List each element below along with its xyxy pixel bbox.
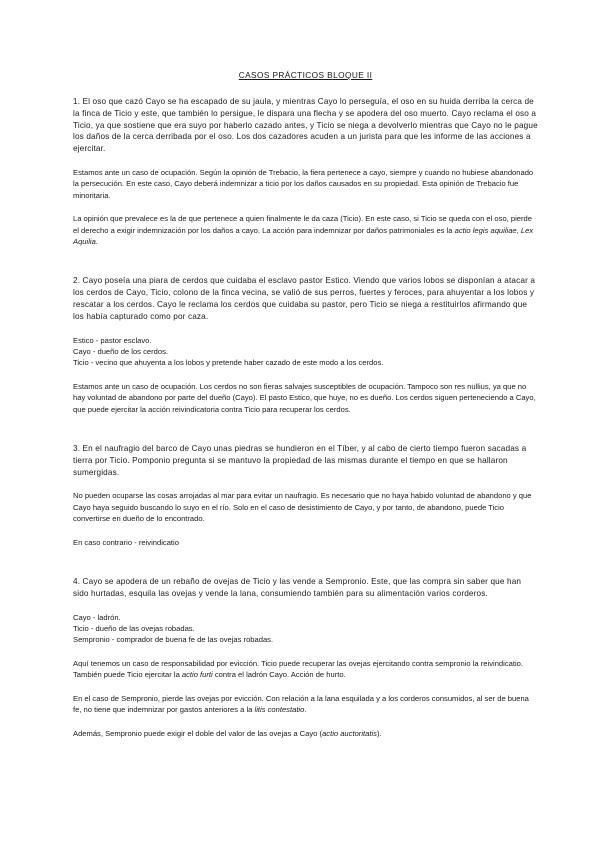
role-item: Ticio - vecino que ahuyenta a los lobos y pretende haber cazado de este modo a los cerdos.: [73, 358, 384, 368]
role-item: Ticio - dueño de las ovejas robadas.: [73, 624, 195, 634]
period: .: [304, 705, 307, 715]
spacer: [73, 427, 538, 443]
actio-legis-aquiliae: actio legis aquiliae: [454, 225, 517, 235]
period: .: [95, 237, 98, 247]
case-4-answer-3-text: Además, Sempronio puede exigir el doble del valor de las ovejas a Cayo (: [73, 728, 323, 738]
case-2-question: 2. Cayo poseía una piara de cerdos que cuidaba el esclavo pastor Estico. Viendo que varios lobos se disponían a atacar a los cerdos de Cayo, Ticio, colono de la finca vecina, se valió de sus perros, fuertes y feroces, para ahuyentar a los lobos y rescatar a los cerdos. Cayo le reclama los cerdos que cuidaba su pastor, pero Ticio se niega a restituirlos afirmando que los había capturado como por caza.: [73, 276, 536, 321]
case-4-answer-1: [73, 658, 538, 681]
case-1-question: 1. El oso que cazó Cayo se ha escapado de su jaula, y mientras Cayo lo perseguía, el oso en su huida derriba la cerca de la finca de Ticio y este, que también lo persigue, le dispara una flecha y se apodera del oso muerto. Cayo reclama el oso a Ticio, ya que sostiene que era suyo por haberlo cazado antes, y Ticio se niega a devolverlo mientras que Cayo no le pague los daños de la cerca derribada por el oso. Los dos cazadores acuden a un jurista para que les informe de las acciones a ejercitar.: [73, 97, 538, 154]
document-title: CASOS PRÁCTICOS BLOQUE II: [238, 70, 373, 80]
case-1-answer-2: [73, 213, 538, 247]
case-3-contrary: En caso contrario - reivindicatio: [73, 537, 179, 547]
closing-paren: ).: [376, 728, 382, 738]
case-2-roles: [73, 335, 538, 369]
role-item: Estico - pastor esclavo.: [73, 335, 152, 345]
case-4-answer-2: [73, 693, 538, 716]
role-item: Sempronio - comprador de buena fe de las ovejas robadas.: [73, 635, 274, 645]
actio-furti: actio furti: [181, 670, 213, 680]
case-4-roles: [73, 612, 538, 646]
spacer: [73, 560, 538, 576]
role-item: Cayo - dueño de los cerdos.: [73, 347, 168, 357]
case-4-answer-2-text: En el caso de Sempronio, pierde las ovejas por evicción. Con relación a la lana esquilada y a los corderos consumidos, al ser de buena fe, no tiene que indemnizar por gastos anteriores a la: [73, 693, 529, 715]
case-4-answer-1-end: contra el ladrón Cayo. Acción de hurto.: [212, 670, 346, 680]
case-4-answer-3: [73, 728, 538, 739]
case-1-answer-1: Estamos ante un caso de ocupación. Según la opinión de Trebacio, la fiera pertenece a cayo, siempre y cuando no hubiese abandonado la persecución. En este caso, Cayo deberá indemnizar a ticio por los daños causados en su propiedad. Esta opinión de Trebacio fue minoritaria.: [73, 167, 534, 200]
case-3-answer: No pueden ocuparse las cosas arrojadas al mar para evitar un naufragio. Es necesario que no haya habido voluntad de abandono y que Cayo haya seguido buscando lo suyo en el río. Solo en el caso de desistimiento de Cayo, y por tanto, de abandono, puede Ticio convertirse en dueño de lo encontrado.: [73, 491, 532, 524]
spacer: [73, 259, 538, 275]
litis-contestatio: litis contestatio: [254, 705, 305, 715]
role-item: Cayo - ladrón.: [73, 612, 121, 622]
case-3-question: 3. En el naufragio del barco de Cayo unas piedras se hundieron en el Tíber, y al cabo de cierto tiempo fueron sacadas a tierra por Ticio. Pomponio pregunta si se mantuvo la propiedad de las mismas durante el tiempo en que se hallaron sumergidas.: [73, 444, 527, 477]
case-4-question: 4. Cayo se apodera de un rebaño de ovejas de Ticio y las vende a Sempronio. Este, que las compra sin saber que han sido hurtadas, esquila las ovejas y vende la lana, consumiendo también para su alimentación varios corderos.: [73, 577, 522, 598]
lex-aquilia: Lex Aquilia: [73, 225, 534, 247]
case-2-answer: Estamos ante un caso de ocupación. Los cerdos no son fieras salvajes susceptibles de ocupación. Tampoco son res nullius, ya que no hay voluntad de abandono por parte del dueño (Cayo). El pasto Estico, que huye, no es dueño. Los cerdos siguen perteneciendo a Cayo, que puede ejercitar la acción reivindicatoria contra Ticio para recuperar los cerdos.: [73, 381, 536, 414]
case-1-answer-2-text: La opinión que prevalece es la de que pertenece a quien finalmente le da caza (Ticio). En este caso, si Ticio se queda con el oso, pierde el derecho a exigir indemnización por los daños a cayo. La acción para indemnizar por daños patrimoniales es la: [73, 214, 533, 235]
case-4-answer-1-text: Aquí tenemos un caso de responsabilidad por evicción. Ticio puede recuperar las ovejas ejercitando contra sempronio la reivindicatio. También puede Ticio ejercitar la: [73, 658, 523, 680]
actio-auctoritatis: actio auctoritatis: [322, 728, 377, 738]
separator: ,: [516, 225, 521, 235]
